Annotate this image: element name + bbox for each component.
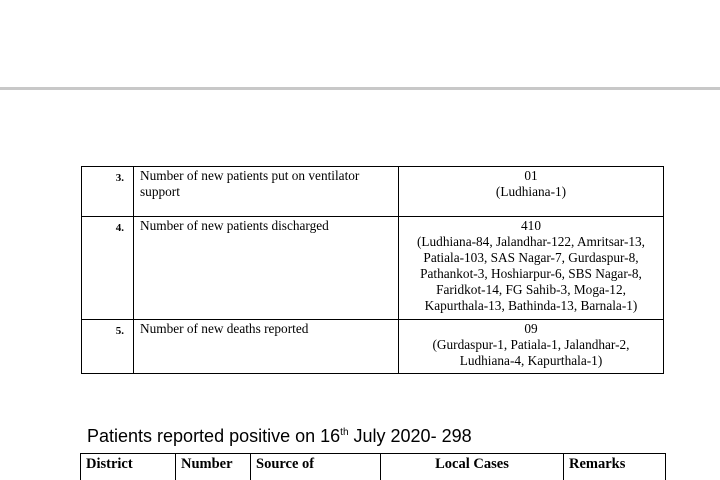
summary-table xyxy=(81,166,664,374)
page-divider xyxy=(0,87,720,90)
row-value: 09 xyxy=(403,321,659,337)
row-detail-line: Patiala-103, SAS Nagar-7, Gurdaspur-8, xyxy=(403,250,659,266)
row-description: Number of new patients discharged xyxy=(134,217,399,320)
row-detail-line: (Ludhiana-84, Jalandhar-122, Amritsar-13, xyxy=(403,234,659,250)
row-detail-line: Ludhiana-4, Kapurthala-1) xyxy=(403,353,659,369)
header-number: Number xyxy=(176,454,251,480)
row-description: Number of new deaths reported xyxy=(134,320,399,374)
cases-header-row xyxy=(81,454,666,480)
header-source: Source of xyxy=(251,454,381,480)
row-value: 01 xyxy=(403,168,659,184)
serial-number: 3. xyxy=(82,167,134,217)
row-value-cell xyxy=(399,167,664,217)
row-detail-line: Kapurthala-13, Bathinda-13, Barnala-1) xyxy=(403,298,659,314)
row-value-cell xyxy=(399,320,664,374)
heading-superscript: th xyxy=(340,427,348,438)
table-row xyxy=(82,167,664,217)
row-detail-line: Faridkot-14, FG Sahib-3, Moga-12, xyxy=(403,282,659,298)
serial-number: 5. xyxy=(82,320,134,374)
table-row xyxy=(82,320,664,374)
row-detail-line: Pathankot-3, Hoshiarpur-6, SBS Nagar-8, xyxy=(403,266,659,282)
row-value-cell xyxy=(399,217,664,320)
cases-table xyxy=(80,453,666,480)
row-detail: (Ludhiana-1) xyxy=(403,184,659,200)
header-local-cases: Local Cases xyxy=(381,454,564,480)
header-district: District xyxy=(81,454,176,480)
table-row xyxy=(82,217,664,320)
heading-suffix: July 2020- 298 xyxy=(349,426,472,446)
row-detail-line: (Gurdaspur-1, Patiala-1, Jalandhar-2, xyxy=(403,337,659,353)
row-description: Number of new patients put on ventilator support xyxy=(134,167,399,217)
section-heading xyxy=(87,426,472,447)
heading-prefix: Patients reported positive on 16 xyxy=(87,426,340,446)
header-remarks: Remarks xyxy=(564,454,666,480)
serial-number: 4. xyxy=(82,217,134,320)
row-value: 410 xyxy=(403,218,659,234)
